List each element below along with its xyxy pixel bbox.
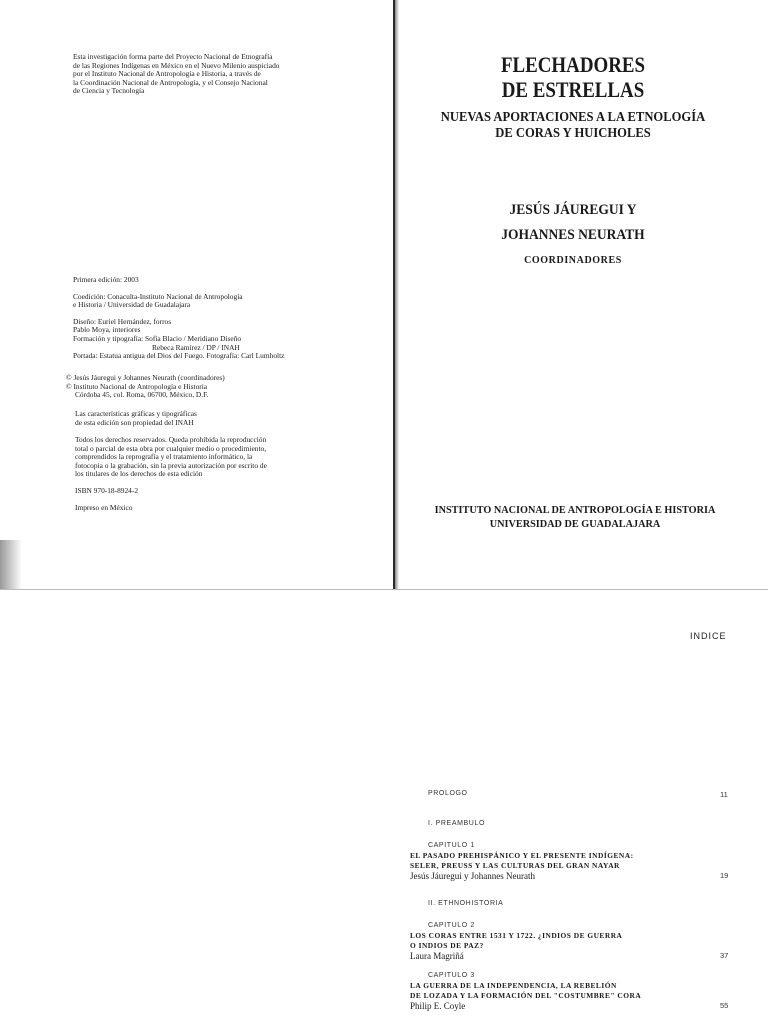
rights-line: los titulares de los derechos de esta edición — [75, 469, 203, 479]
rights-line: comprendidos la reprografía y el tratamiento informático, la — [75, 452, 253, 462]
copyright-line: Córdoba 45, col. Roma, 06700, México, D.F. — [75, 390, 209, 400]
toc-chapter-label: CAPITULO 2 — [428, 922, 475, 929]
properties-line: Las características gráficas y tipográficas — [75, 409, 197, 418]
toc-chapter-entry[interactable] — [410, 981, 710, 1011]
toc-page-number: 37 — [720, 951, 729, 960]
credits-line: Esta investigación forma parte del Proyecto Nacional de Etnografía — [73, 52, 273, 61]
title-line: FLECHADORES — [500, 52, 646, 77]
publisher-block — [422, 503, 729, 531]
rights-line: fotocopia o la grabación, sin la previa autorización por escrito de — [75, 460, 267, 470]
isbn: ISBN 970-18-8924-2 — [75, 485, 139, 495]
subtitle-line: NUEVAS APORTACIONES A LA ETNOLOGÍA — [440, 110, 706, 125]
toc-chapter-title: DE LOZADA Y LA FORMACIÓN DEL "COSTUMBRE" CORA — [410, 991, 642, 1000]
copyright-line: © Instituto Nacional de Antropología e Historia — [66, 381, 208, 391]
toc-page-number: 55 — [720, 1001, 729, 1010]
copyright-block — [66, 374, 336, 400]
coordinators-label: COORDINADORES — [524, 255, 622, 266]
toc-chapter-title: EL PASADO PREHISPÁNICO Y EL PRESENTE INDÍGENA: — [410, 851, 634, 860]
rights-block — [75, 436, 335, 512]
design-line: Portada: Estatua antigua del Dios del Fuego. Fotografía: Carl Lumholtz — [73, 351, 285, 361]
toc-section-heading: II. ETHNOHISTORIA — [428, 900, 504, 907]
copyright-line: © Jesús Jáuregui y Johannes Neurath (coordinadores) — [66, 373, 225, 382]
rights-line: Todos los derechos reservados. Queda prohibida la reproducción — [75, 435, 267, 444]
toc-chapter-title: SELER, PREUSS Y LAS CULTURAS DEL GRAN NAYAR — [410, 861, 620, 870]
credits-line: por el Instituto Nacional de Antropología e Historia, a través de — [73, 69, 261, 79]
credits-line: de las Regiones Indígenas en México en el Nuevo Milenio auspiciado — [73, 60, 280, 70]
title-line: DE ESTRELLAS — [501, 77, 645, 102]
design-line: Diseño: Euriel Hernández, forros — [73, 316, 172, 326]
author-line: JESÚS JÁUREGUI Y — [509, 202, 637, 218]
book-title — [459, 52, 688, 102]
rights-line: total o parcial de esta obra por cualquier medio o procedimiento, — [75, 443, 267, 453]
toc-heading: INDICE — [690, 631, 727, 641]
subtitle-line: DE CORAS Y HUICHOLES — [495, 126, 651, 141]
toc-chapter-title: O INDIOS DE PAZ? — [410, 941, 484, 950]
printed-in: Impreso en México — [75, 502, 133, 512]
design-line: Formación y tipografía: Sofía Blacio / Meridiano Diseño — [73, 333, 242, 343]
credits-line: la Coordinación Nacional de Antropología, y el Consejo Nacional — [73, 77, 268, 87]
toc-page-number: 11 — [720, 790, 728, 799]
toc-page-number: 19 — [720, 871, 729, 880]
design-line: Pablo Moya, interiores — [73, 325, 141, 335]
toc-chapter-label: CAPITULO 3 — [428, 972, 475, 979]
toc-chapter-author: Philip E. Coyle — [410, 1001, 466, 1011]
properties-block — [75, 410, 335, 427]
credits-block — [73, 53, 323, 96]
author-line: JOHANNES NEURATH — [501, 227, 645, 243]
toc-chapter-author: Jesús Jáuregui y Johannes Neurath — [410, 871, 535, 881]
toc-prologo-label: PROLOGO — [428, 790, 468, 797]
edition-line: Primera edición: 2003 — [73, 275, 139, 284]
toc-chapter-label: CAPITULO 1 — [428, 842, 475, 849]
page-divider — [0, 589, 768, 590]
toc-chapter-entry[interactable] — [410, 851, 710, 881]
book-subtitle — [417, 110, 728, 142]
toc-chapter-title: LA GUERRA DE LA INDEPENDENCIA, LA REBELIÓN — [410, 981, 617, 990]
toc-chapter-author: Laura Magriñá — [410, 951, 464, 961]
toc-chapter-title: LOS CORAS ENTRE 1531 Y 1722. ¿INDIOS DE GUERRA — [410, 931, 623, 940]
toc-section-heading: I. PREAMBULO — [428, 820, 485, 827]
publisher-line: INSTITUTO NACIONAL DE ANTROPOLOGÍA E HISTORIA — [434, 504, 716, 516]
coedition-line: e Historia / Universidad de Guadalajara — [73, 300, 191, 310]
publisher-line: UNIVERSIDAD DE GUADALAJARA — [489, 518, 661, 530]
credits-line: de Ciencia y Tecnología — [73, 86, 145, 96]
spine-shadow — [395, 0, 399, 590]
page-edge-shadow — [0, 540, 22, 590]
toc-chapter-entry[interactable] — [410, 931, 710, 961]
properties-line: de esta edición son propiedad del INAH — [75, 417, 194, 427]
design-line: Rebeca Ramírez / DP / INAH — [152, 342, 240, 352]
coedition-line: Coedición: Conaculta-Instituto Nacional de Antropología — [73, 291, 243, 301]
book-authors — [453, 198, 692, 248]
edition-block — [73, 276, 333, 361]
